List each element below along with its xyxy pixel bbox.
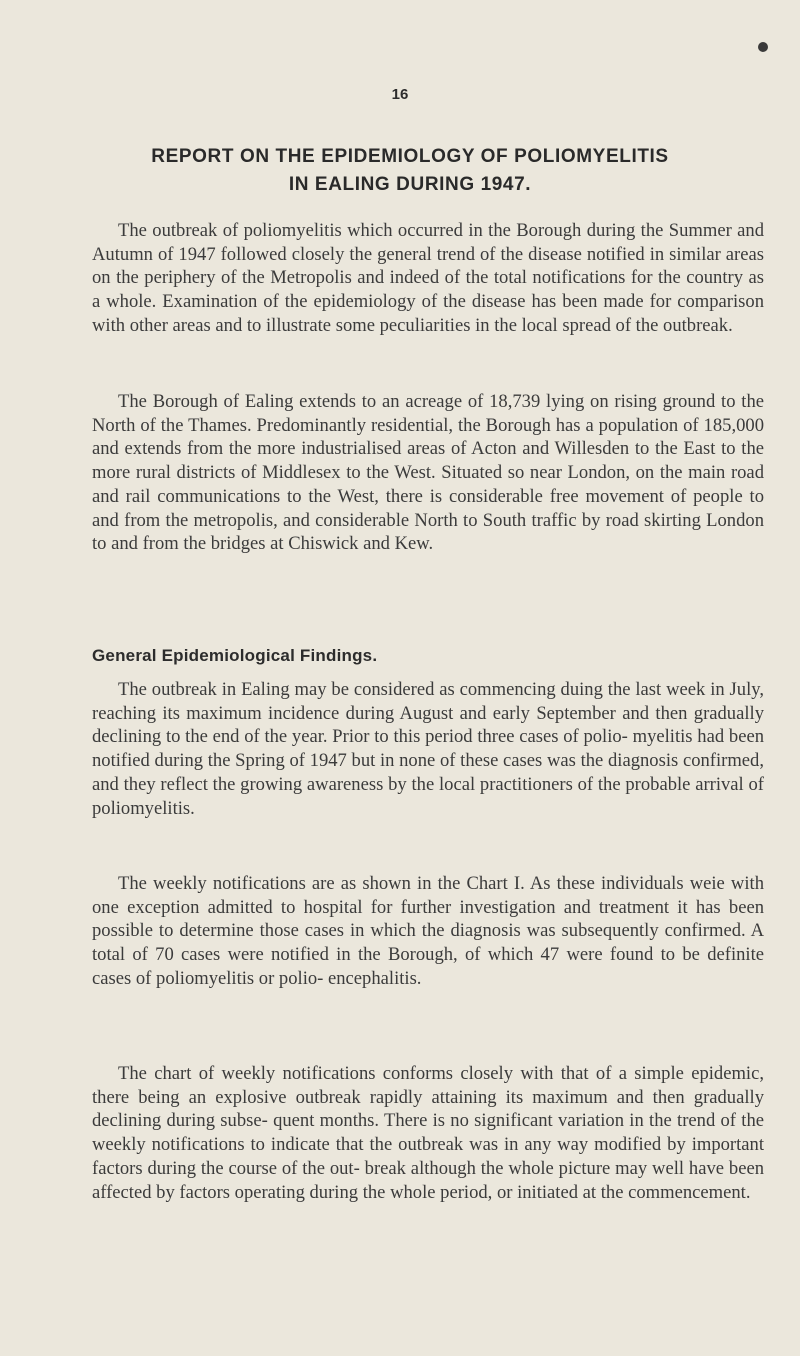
paragraph-text: The outbreak of poliomyelitis which occurred in the Borough during the Summer and Autumn of 1947 followed closely the general trend of the disease notified in similar areas on the periphery of the Metropolis and indeed of the total notifications for the country as a whole. Examination of the epidemiology of the disease has been made for comparison with other areas and to illustrate some peculiarities in the local spread of the outbreak. [92,220,764,336]
paragraph-text: The Borough of Ealing extends to an acreage of 18,739 lying on rising ground to the North of the Thames. Predominantly residential, the Borough has a population of 185,000 and extends from the more industrialised areas of Acton and Willesden to the East to the more rural districts of Middlesex to the West. Situated so near London, on the main road and rail communications to the West, there is considerable free movement of people to and from the metropolis, and considerable North to South traffic by road skirting London to and from the bridges at Chiswick and Kew. [92,391,764,555]
paragraph-weekly-notifications [92,872,764,991]
report-title [70,143,750,199]
ink-spot [758,42,768,52]
report-title-line-2: IN EALING DURING 1947. [288,174,532,195]
paragraph-text: The outbreak in Ealing may be considered as commencing duing the last week in July, reaching its maximum incidence during August and early September and then gradually declining to the end of the year. Prior to this period three cases of polio- myelitis had been notified during the Spring of 1947 but in none of these cases was the diagnosis confirmed, and they reflect the growing awareness by the local practitioners of the probable arrival of poliomyelitis. [92,679,764,819]
paragraph-epidemic-chart [92,1062,764,1204]
paragraph-text: The weekly notifications are as shown in the Chart I. As these individuals weie with one exception admitted to hospital for further investigation and treatment it has been possible to determine those cases in which the diagnosis was subsequently confirmed. A total of 70 cases were notified in the Borough, of which 47 were found to be definite cases of poliomyelitis or polio- encephalitis. [92,873,764,989]
section-heading: General Epidemiological Findings. [92,646,378,665]
paragraph-text: The chart of weekly notifications conforms closely with that of a simple epidemic, there being an explosive outbreak rapidly attaining its maximum and then gradually declining during subse- quent months. There is no significant variation in the trend of the weekly notifications to indicate that the outbreak was in any way modified by important factors during the course of the out- break although the whole picture may well have been affected by factors operating during the whole period, or initiated at the commencement. [92,1063,764,1203]
paragraph-outbreak-overview [92,219,764,338]
paragraph-borough-description [92,390,764,556]
page-number: 16 [391,86,409,103]
report-title-line-1: REPORT ON THE EPIDEMIOLOGY OF POLIOMYELITIS [151,146,669,167]
paragraph-outbreak-timeline [92,678,764,820]
